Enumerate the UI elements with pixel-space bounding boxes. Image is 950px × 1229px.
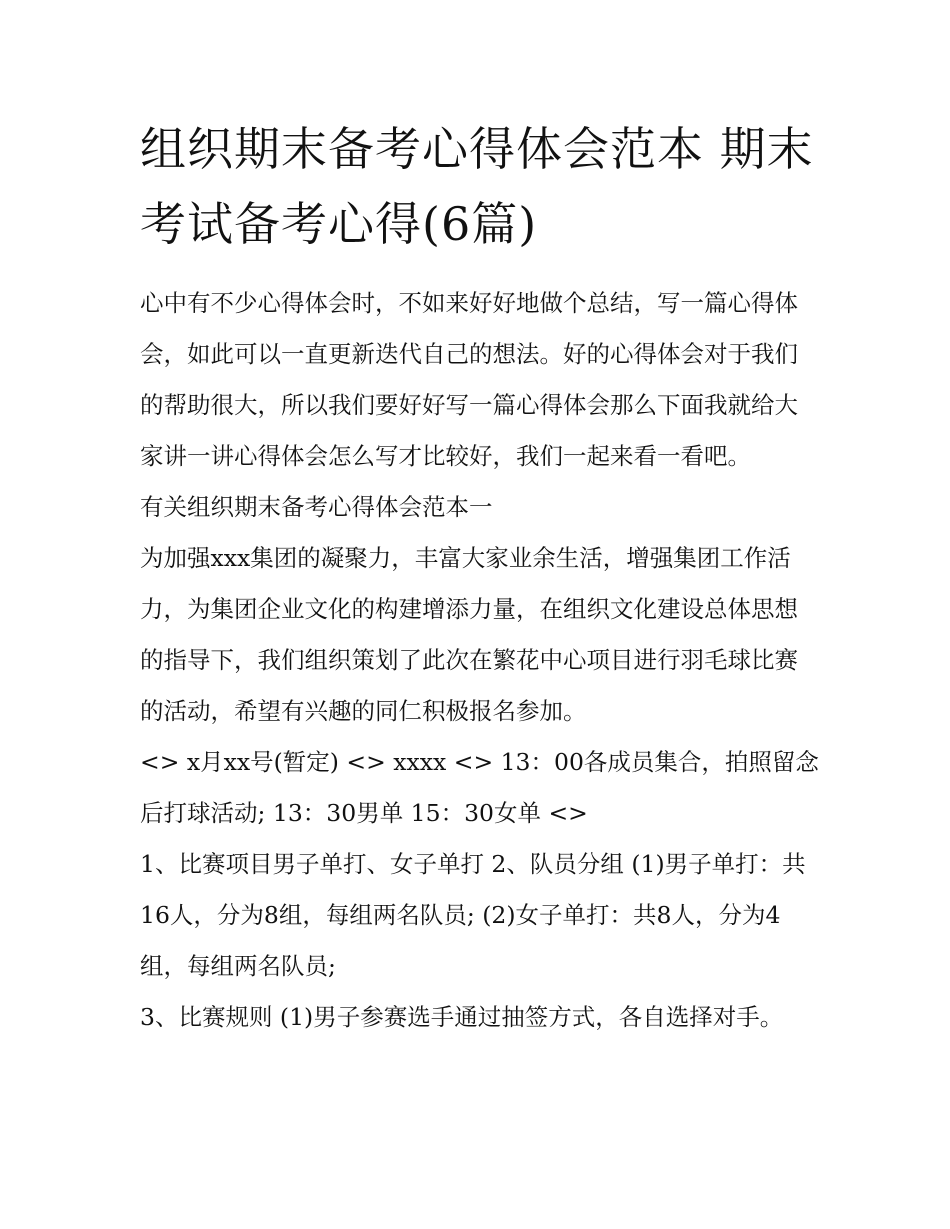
body-paragraph: 为加强xxx集团的凝聚力，丰富大家业余生活，增强集团工作活力，为集团企业文化的构建增添力量，在组织文化建设总体思想的指导下，我们组织策划了此次在繁花中心项目进行羽毛球比赛的活动，希望有兴趣的同仁积极报名参加。 (140, 544, 798, 725)
rules-paragraph: 3、比赛规则 (1)男子参赛选手通过抽签方式，各自选择对手。 (140, 1003, 784, 1031)
document-title: 组织期末备考心得体会范本 期末考试备考心得(6篇) (140, 122, 814, 251)
schedule-paragraph: <> x月xx号(暂定) <> xxxx <> 13：00各成员集合，拍照留念后打球活动; 13：30男单 15：30女单 <> (140, 748, 819, 827)
section-heading: 有关组织期末备考心得体会范本一 (140, 493, 493, 521)
events-paragraph: 1、比赛项目男子单打、女子单打 2、队员分组 (1)男子单打：共16人，分为8组，每组两名队员; (2)女子单打：共8人，分为4组，每组两名队员; (140, 850, 806, 980)
document-body (140, 278, 820, 1043)
intro-paragraph: 心中有不少心得体会时，不如来好好地做个总结，写一篇心得体会，如此可以一直更新迭代自己的想法。好的心得体会对于我们的帮助很大，所以我们要好好写一篇心得体会那么下面我就给大家讲一讲心得体会怎么写才比较好，我们一起来看一看吧。 (140, 289, 798, 470)
